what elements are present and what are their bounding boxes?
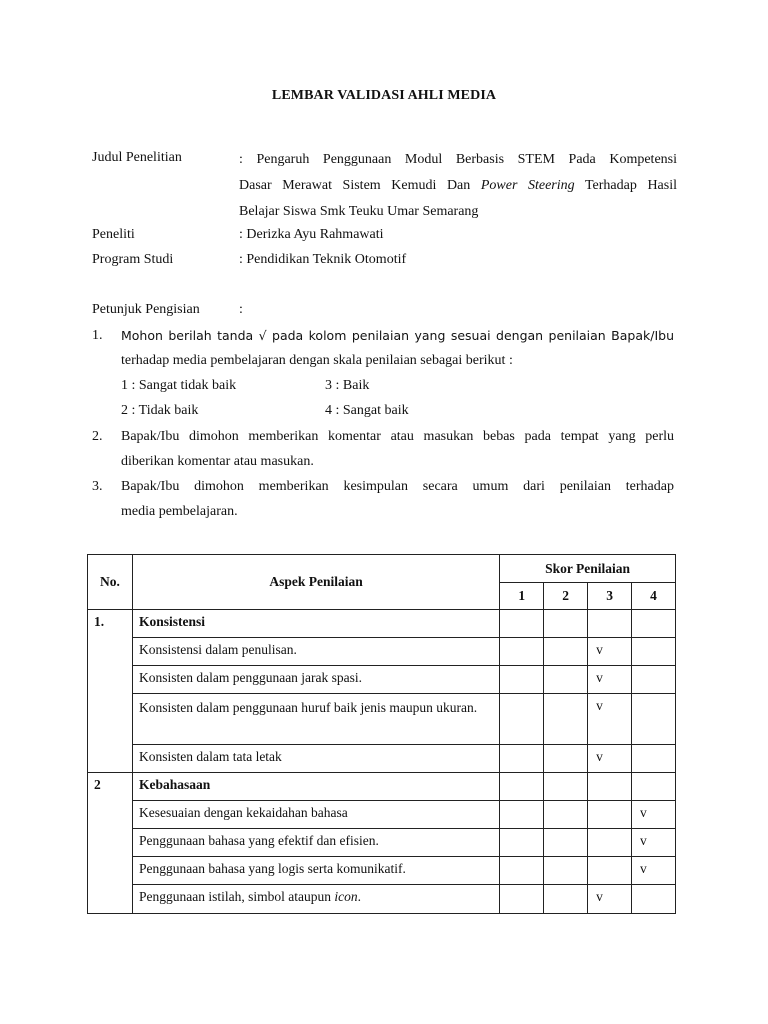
header-aspek: Aspek Penilaian <box>132 555 499 610</box>
table-row <box>88 801 676 829</box>
score-mark <box>552 829 581 837</box>
instruction-2-number: 2. <box>92 429 103 444</box>
instruction-1-line-1: Mohon berilah tanda √ pada kolom penilaian yang sesuai dengan penilaian Bapak/Ibu <box>121 328 674 343</box>
score-mark <box>552 694 581 702</box>
table-row <box>88 694 676 745</box>
score-mark <box>508 801 537 809</box>
header-score-1: 1 <box>500 583 544 610</box>
table-row <box>88 857 676 885</box>
score-mark <box>640 885 669 893</box>
score-mark <box>552 857 581 865</box>
header-score-3: 3 <box>588 583 632 610</box>
score-mark <box>640 666 669 674</box>
section-title: Kebahasaan <box>138 777 211 792</box>
judul-line-1: : Pengaruh Penggunaan Modul Berbasis STEM Pada Kompetensi <box>239 152 677 167</box>
aspect-text-b: . <box>357 889 361 904</box>
aspect-text: Konsisten dalam tata letak <box>138 749 282 764</box>
score-mark <box>552 885 581 893</box>
header-no: No. <box>88 555 133 610</box>
instruction-1-number: 1. <box>92 328 103 343</box>
section-number: 1. <box>88 610 133 773</box>
document-title: LEMBAR VALIDASI AHLI MEDIA <box>271 88 497 103</box>
header-skor: Skor Penilaian <box>500 555 676 583</box>
score-mark <box>508 829 537 837</box>
assessment-table <box>87 554 676 914</box>
score-mark <box>552 801 581 809</box>
score-mark <box>596 829 625 837</box>
score-mark <box>596 857 625 865</box>
instruction-3-number: 3. <box>92 479 103 494</box>
aspect-text: Penggunaan bahasa yang efektif dan efisien. <box>138 833 379 848</box>
instruction-2-line-2: diberikan komentar atau masukan. <box>121 454 314 469</box>
judul-line-2-a: Dasar Merawat Sistem Kemudi Dan <box>239 178 481 193</box>
score-mark <box>640 745 669 753</box>
instruction-1-line-2: terhadap media pembelajaran dengan skala penilaian sebagai berikut : <box>121 353 513 368</box>
scale-2: 2 : Tidak baik <box>121 403 199 418</box>
score-mark: v <box>640 805 647 820</box>
score-mark: v <box>640 833 647 848</box>
petunjuk-label: Petunjuk Pengisian <box>92 302 200 317</box>
petunjuk-colon: : <box>239 302 243 317</box>
table-row <box>88 829 676 857</box>
judul-line-2-em: Power Steering <box>480 178 575 193</box>
score-mark <box>552 745 581 753</box>
prodi-label: Program Studi <box>92 252 174 267</box>
aspect-text: Kesesuaian dengan kekaidahan bahasa <box>138 805 348 820</box>
instruction-2-line-1: Bapak/Ibu dimohon memberikan komentar atau masukan bebas pada tempat yang perlu <box>121 429 674 444</box>
score-mark: v <box>596 670 603 685</box>
peneliti-value: : Derizka Ayu Rahmawati <box>239 227 384 242</box>
scale-3: 3 : Baik <box>325 378 370 393</box>
header-score-2: 2 <box>544 583 588 610</box>
peneliti-label: Peneliti <box>92 227 135 242</box>
judul-line-2-b: Terhadap Hasil <box>574 178 677 193</box>
judul-line-3: Belajar Siswa Smk Teuku Umar Semarang <box>239 204 479 219</box>
aspect-text <box>139 885 493 909</box>
score-mark: v <box>596 642 603 657</box>
score-mark <box>508 857 537 865</box>
instruction-3-line-2: media pembelajaran. <box>121 504 238 519</box>
scale-4: 4 : Sangat baik <box>325 403 409 418</box>
judul-label: Judul Penelitian <box>92 150 182 165</box>
table-row <box>88 885 676 914</box>
score-mark <box>552 638 581 646</box>
scale-1: 1 : Sangat tidak baik <box>121 378 237 393</box>
table-row <box>88 638 676 666</box>
score-mark: v <box>596 889 603 904</box>
judul-line-2 <box>239 173 677 199</box>
score-mark: v <box>640 861 647 876</box>
score-mark <box>508 638 537 646</box>
score-mark <box>552 666 581 674</box>
instruction-3-line-1: Bapak/Ibu dimohon memberikan kesimpulan secara umum dari penilaian terhadap <box>121 479 674 494</box>
aspect-text-a: Penggunaan istilah, simbol ataupun <box>138 889 335 904</box>
judul-value <box>239 147 677 225</box>
aspect-text-em: icon <box>334 889 358 904</box>
prodi-value: : Pendidikan Teknik Otomotif <box>239 252 407 267</box>
aspect-text: Konsisten dalam penggunaan jarak spasi. <box>138 670 363 685</box>
score-mark <box>508 666 537 674</box>
section-number: 2 <box>88 773 133 914</box>
table-row <box>88 745 676 773</box>
score-mark: v <box>596 749 603 764</box>
aspect-text: Penggunaan bahasa yang logis serta komunikatif. <box>138 861 406 876</box>
table-row <box>88 666 676 694</box>
aspect-text: Konsisten dalam penggunaan huruf baik jenis maupun ukuran. <box>138 700 478 715</box>
score-mark: v <box>596 698 603 713</box>
score-mark <box>640 638 669 646</box>
score-mark <box>640 694 669 702</box>
score-mark <box>508 694 537 702</box>
table-row <box>88 610 676 638</box>
score-mark <box>596 801 625 809</box>
score-mark <box>508 745 537 753</box>
score-mark <box>508 885 537 893</box>
section-title: Konsistensi <box>138 614 205 629</box>
aspect-text: Konsistensi dalam penulisan. <box>138 642 297 657</box>
header-score-4: 4 <box>632 583 676 610</box>
table-row <box>88 773 676 801</box>
